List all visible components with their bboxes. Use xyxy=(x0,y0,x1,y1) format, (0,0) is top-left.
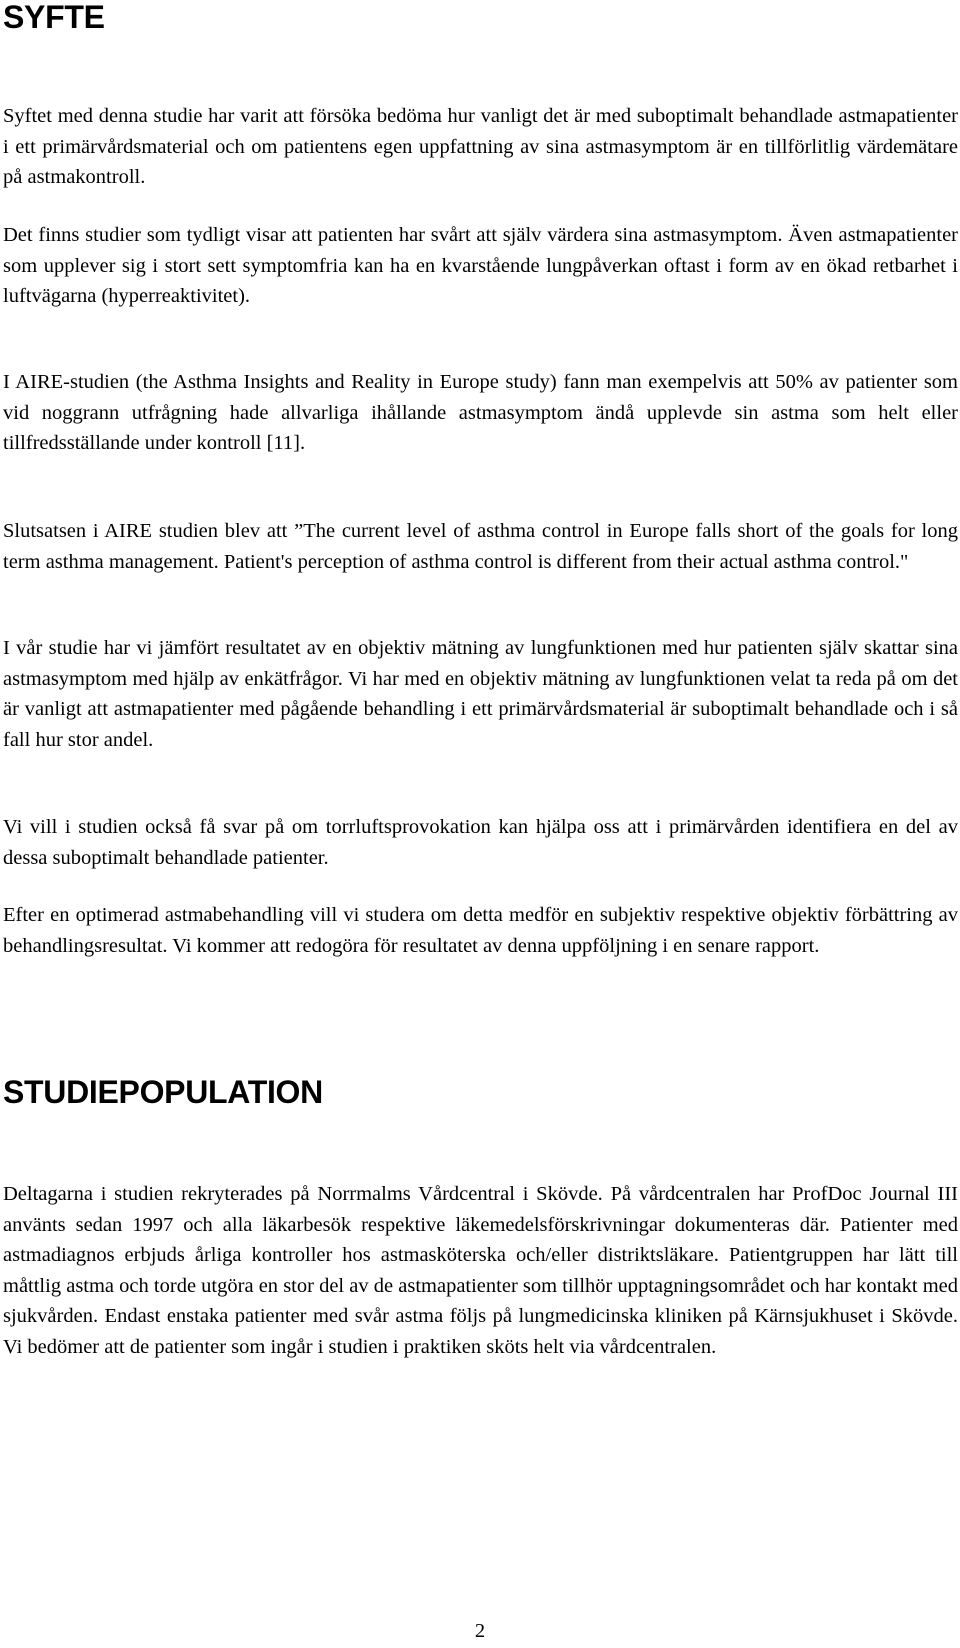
paragraph-syfte-4: Slutsatsen i AIRE studien blev att ”The current level of asthma control in Europe falls short of the goals for long term asthma management. Patient's perception of asthma control is different from their actual asthma control." xyxy=(3,520,958,573)
page-number: 2 xyxy=(474,1620,486,1642)
section-heading-studiepopulation: STUDIEPOPULATION xyxy=(3,1074,323,1110)
section-heading-syfte: SYFTE xyxy=(3,0,105,35)
paragraph-syfte-5: I vår studie har vi jämfört resultatet av en objektiv mätning av lungfunktionen med hur patienten själv skattar sina astmasymptom med hjälp av enkätfrågor. Vi har med en objektiv mätning av lungfunktionen velat ta reda på om det är vanligt att astmapatienter med pågående behandling i ett primärvårdsmaterial är suboptimalt behandlade och i så fall hur stor andel. xyxy=(3,637,958,751)
paragraph-syfte-3: I AIRE-studien (the Asthma Insights and Reality in Europe study) fann man exempelvis att 50% av patienter som vid noggrann utfrågning hade allvarliga ihållande astmasymptom ändå upplevde sin astma som helt eller tillfredsställande under kontroll [11]. xyxy=(3,371,958,454)
paragraph-syfte-2: Det finns studier som tydligt visar att patienten har svårt att själv värdera sina astmasymptom. Även astmapatienter som upplever sig i stort sett symptomfria kan ha en kvarstående lungpåverkan oftast i form av en ökad retbarhet i luftvägarna (hyperreaktivitet). xyxy=(3,224,958,307)
paragraph-syfte-6: Vi vill i studien också få svar på om torrluftsprovokation kan hjälpa oss att i primärvården identifiera en del av dessa suboptimalt behandlade patienter. xyxy=(3,816,958,869)
paragraph-syfte-1: Syftet med denna studie har varit att försöka bedöma hur vanligt det är med suboptimalt behandlade astmapatienter i ett primärvårdsmaterial och om patientens egen uppfattning av sina astmasymptom är en tillförlitlig värdemätare på astmakontroll. xyxy=(3,105,958,188)
paragraph-syfte-7: Efter en optimerad astmabehandling vill vi studera om detta medför en subjektiv respektive objektiv förbättring av behandlingsresultat. Vi kommer att redogöra för resultatet av denna uppföljning i en senare rapport. xyxy=(3,904,958,957)
paragraph-studiepopulation-1: Deltagarna i studien rekryterades på Norrmalms Vårdcentral i Skövde. På vårdcentralen har ProfDoc Journal III använts sedan 1997 och alla läkarbesök respektive läkemedelsförskrivningar dokumenteras där. Patienter med astmadiagnos erbjuds årliga kontroller hos astmasköterska och/eller distriktsläkare. Patientgruppen har lätt till måttlig astma och torde utgöra en stor del av de astmapatienter som tillhör upptagningsområdet och har kontakt med sjukvården. Endast enstaka patienter med svår astma följs på lungmedicinska kliniken på Kärnsjukhuset i Skövde. Vi bedömer att de patienter som ingår i studien i praktiken sköts helt via vårdcentralen. xyxy=(3,1183,958,1358)
